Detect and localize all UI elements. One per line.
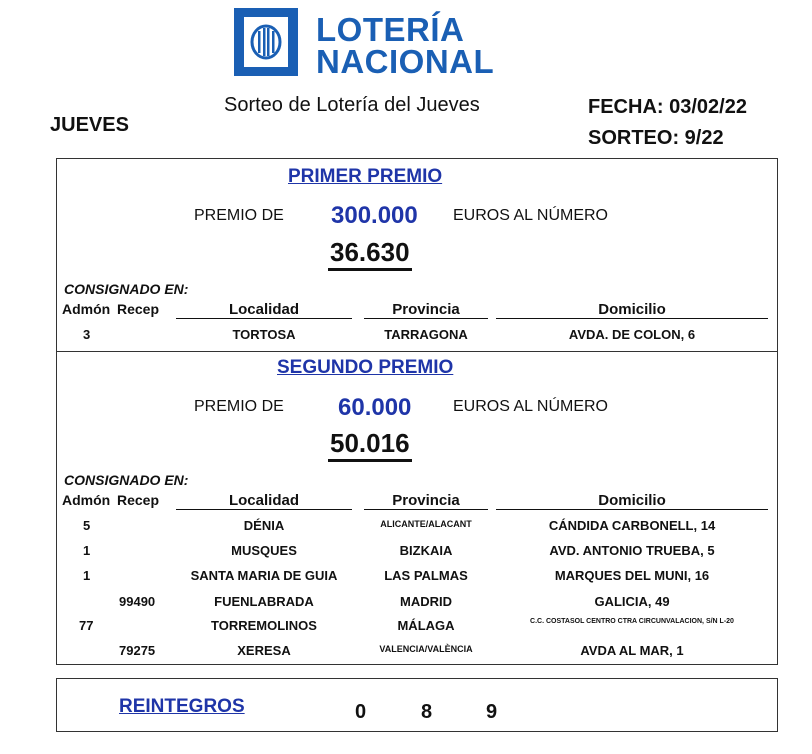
table-row-domicilio: AVDA. DE COLON, 6 [568, 327, 696, 342]
segundo-premio-title: SEGUNDO PREMIO [277, 357, 454, 378]
col-recep: Recep [117, 492, 160, 508]
table-row-localidad: MUSQUES [231, 543, 297, 558]
draw-name: Sorteo de Lotería del Jueves [224, 94, 480, 116]
reintegros-title: REINTEGROS [119, 696, 245, 717]
table-row-admon: 77 [79, 618, 94, 633]
col-admon: Admón [62, 492, 111, 508]
globe-icon [244, 17, 288, 67]
consignado-label: CONSIGNADO EN: [64, 472, 189, 488]
winning-number: 36.630 [328, 237, 412, 271]
col-localidad: Localidad [176, 301, 352, 319]
table-row-localidad: DÉNIA [243, 518, 285, 533]
table-row-localidad: XERESA [237, 643, 291, 658]
table-row-localidad: FUENLABRADA [214, 594, 314, 609]
draw-number: SORTEO: 9/22 [588, 127, 724, 149]
euros-label: EUROS AL NÚMERO [453, 398, 608, 415]
col-provincia: Provincia [364, 492, 488, 510]
primer-premio-title: PRIMER PREMIO [288, 166, 443, 187]
draw-day: JUEVES [50, 114, 129, 136]
col-localidad: Localidad [176, 492, 352, 510]
table-row-provincia: MÁLAGA [397, 618, 455, 633]
table-row-localidad: TORREMOLINOS [211, 618, 317, 633]
premio-amount: 300.000 [331, 202, 418, 229]
table-row-admon: 1 [83, 543, 91, 558]
table-row-domicilio: MARQUES DEL MUNI, 16 [554, 568, 710, 583]
table-row-provincia: LAS PALMAS [384, 568, 468, 583]
col-provincia: Provincia [364, 301, 488, 319]
table-row-provincia: VALENCIA/VALÈNCIA [379, 644, 473, 654]
premio-de-label: PREMIO DE [194, 398, 284, 415]
table-row-provincia: ALICANTE/ALACANT [380, 519, 472, 529]
table-row-admon: 3 [83, 327, 91, 342]
table-row-domicilio: AVDA AL MAR, 1 [580, 643, 684, 658]
reintegro-number: 9 [486, 701, 498, 723]
table-row-provincia: MADRID [400, 594, 452, 609]
euros-label: EUROS AL NÚMERO [453, 207, 608, 224]
table-row-recep: 99490 [119, 594, 156, 609]
draw-date: FECHA: 03/02/22 [588, 96, 747, 118]
col-domicilio: Domicilio [496, 492, 768, 510]
col-domicilio: Domicilio [496, 301, 768, 319]
table-row-localidad: SANTA MARIA DE GUIA [190, 568, 338, 583]
logo-text-line1: LOTERÍA [316, 11, 465, 48]
table-row-recep: 79275 [119, 643, 156, 658]
premio-amount: 60.000 [338, 394, 412, 421]
table-row-provincia: BIZKAIA [399, 543, 453, 558]
table-row-localidad: TORTOSA [232, 327, 296, 342]
table-row-admon: 1 [83, 568, 91, 583]
reintegro-number: 0 [355, 701, 367, 723]
table-row-provincia: TARRAGONA [384, 327, 468, 342]
col-admon: Admón [62, 301, 111, 317]
premio-de-label: PREMIO DE [194, 207, 284, 224]
winning-number: 50.016 [328, 428, 412, 462]
consignado-label: CONSIGNADO EN: [64, 281, 189, 297]
table-row-domicilio: GALICIA, 49 [594, 594, 670, 609]
table-row-domicilio: CÁNDIDA CARBONELL, 14 [548, 518, 716, 533]
table-row-domicilio: C.C. COSTASOL CENTRO CTRA CIRCUNVALACION, S/N L-20 [530, 618, 734, 625]
logo-emblem-inner [244, 17, 288, 67]
table-row-admon: 5 [83, 518, 91, 533]
logo-text-line2: NACIONAL [316, 43, 495, 80]
reintegro-number: 8 [421, 701, 433, 723]
table-row-domicilio: AVD. ANTONIO TRUEBA, 5 [549, 543, 715, 558]
col-recep: Recep [117, 301, 160, 317]
